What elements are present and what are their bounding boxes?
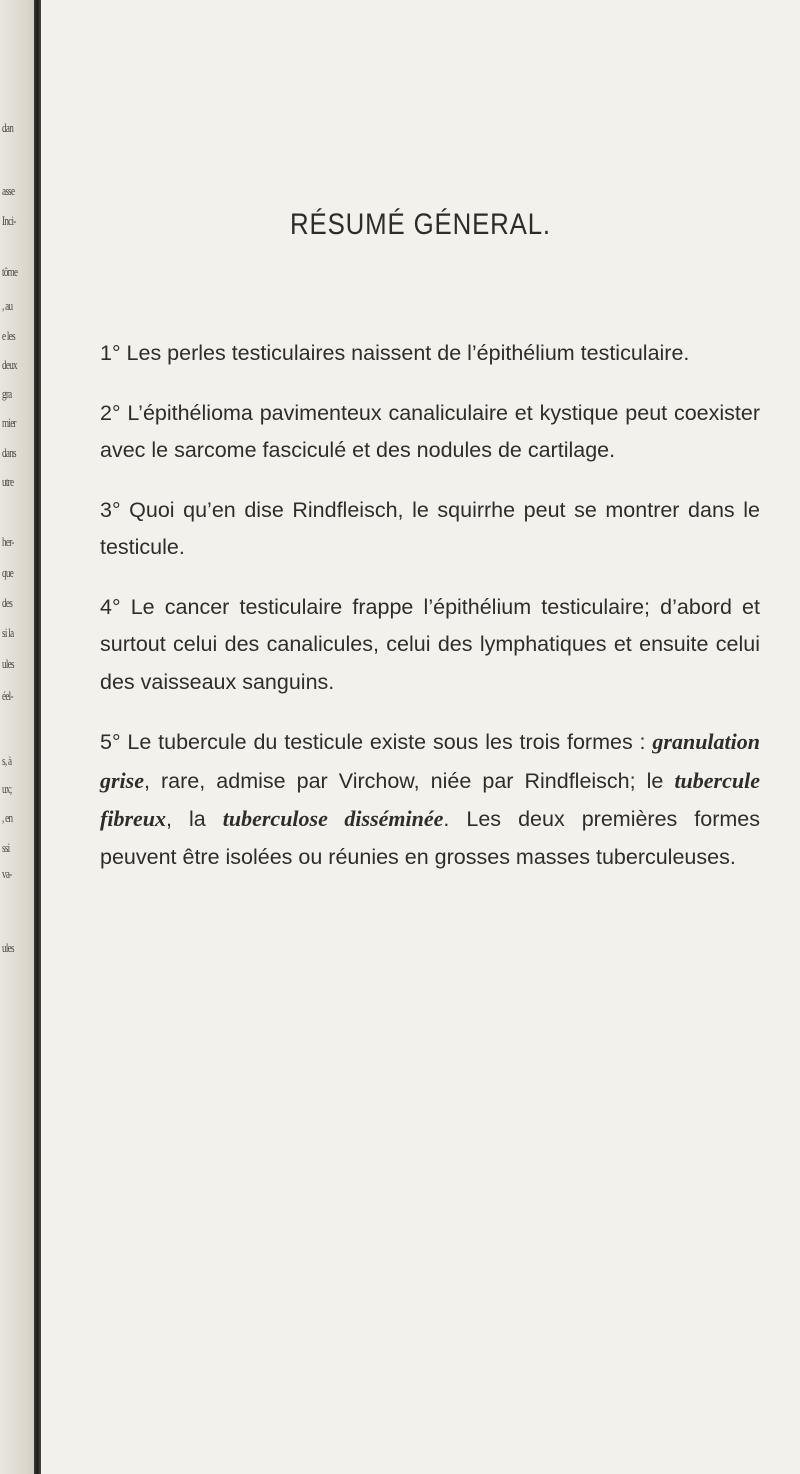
gutter-fragment: mier bbox=[2, 415, 16, 430]
gutter-fragment: des bbox=[2, 595, 13, 610]
gutter-fragment: s, à bbox=[2, 753, 12, 768]
gutter-fragment: Inci- bbox=[2, 213, 16, 228]
term-tubercule-fibreux: tubercule fibreux bbox=[100, 767, 760, 831]
summary-item-3: 3° Quoi qu’en dise Rindfleisch, le squirrhe peut se montrer dans le testicule. bbox=[100, 497, 760, 559]
item5-tail: . Les deux premières formes peuvent être isolées ou réunies en grosses masses tuberculeuses. bbox=[100, 807, 761, 869]
gutter-fragment: ssi bbox=[2, 840, 10, 855]
gutter-fragment: asse bbox=[2, 183, 15, 198]
gutter-fragment: ules bbox=[2, 656, 14, 671]
summary-item-5 bbox=[100, 723, 760, 876]
item5-separator: , la bbox=[166, 807, 223, 831]
gutter-fragment: va- bbox=[2, 866, 12, 881]
gutter-fragment: que bbox=[2, 565, 14, 580]
gutter-fragment: ux; bbox=[2, 781, 12, 796]
gutter-fragment: ules bbox=[2, 940, 14, 955]
book-spine bbox=[34, 0, 41, 1474]
summary-item-4: 4° Le cancer testiculaire frappe l’épithélium testiculaire; d’abord et surtout celui des canalicules, celui des lymphatiques et ensuite celui des vaisseaux sanguins. bbox=[100, 594, 760, 694]
gutter-fragment: her- bbox=[2, 534, 14, 549]
term-granulation-grise: granulation grise bbox=[100, 729, 760, 793]
gutter-fragment: utre bbox=[2, 474, 14, 489]
gutter-fragment: éel- bbox=[2, 688, 13, 703]
gutter-fragment: gra bbox=[2, 386, 12, 401]
gutter-fragment: dans bbox=[2, 445, 16, 460]
gutter-fragment: si la bbox=[2, 625, 14, 640]
gutter-fragment: e les bbox=[2, 328, 15, 343]
term-tuberculose-disseminee: tuberculose disséminée bbox=[222, 806, 444, 831]
gutter-fragment: , en bbox=[2, 810, 13, 825]
gutter-fragment: tôme bbox=[2, 264, 18, 279]
gutter-fragment: deux bbox=[2, 357, 17, 372]
gutter-fragment: dan bbox=[2, 120, 14, 135]
summary-body bbox=[100, 335, 760, 898]
summary-item-1: 1° Les perles testiculaires naissent de l’épithélium testiculaire. bbox=[100, 341, 690, 365]
item5-text: , rare, admise par Virchow, niée par Rindfleisch; le bbox=[144, 768, 675, 793]
gutter-fragment: , au bbox=[2, 298, 13, 313]
summary-item-2: 2° L’épithélioma pavimenteux canaliculaire et kystique peut coexister avec le sarcome fasciculé et des nodules de cartilage. bbox=[100, 400, 760, 462]
item5-lead: 5° Le tubercule du testicule existe sous les trois formes : bbox=[100, 730, 653, 754]
page-title: RÉSUMÉ GÉNERAL. bbox=[290, 208, 551, 241]
